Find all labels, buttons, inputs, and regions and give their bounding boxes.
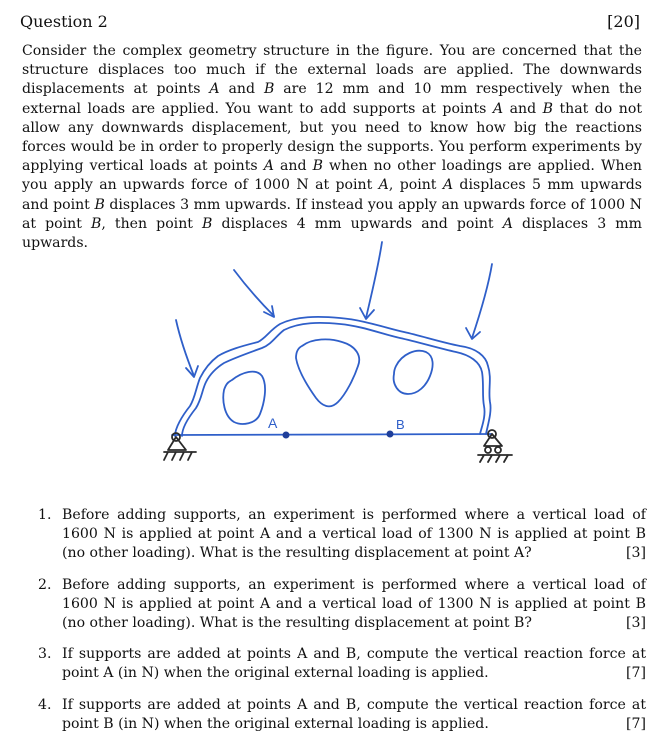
left-support-ground bbox=[164, 452, 196, 460]
structure-outline bbox=[175, 317, 491, 436]
intro-text: displaces 5 mm upwards and point bbox=[22, 177, 642, 213]
base-beam bbox=[172, 434, 492, 435]
sub-question-text: If supports are added at points A and B, compute the vertical reaction force at point A (in N) when the original external loading is applied. bbox=[62, 646, 646, 682]
point-a-ref: A bbox=[502, 215, 513, 232]
left-support bbox=[168, 437, 186, 450]
point-b-ref: B bbox=[94, 196, 105, 213]
point-b-ref: B bbox=[91, 215, 102, 232]
intro-text: and bbox=[219, 81, 264, 98]
intro-text: and bbox=[503, 100, 543, 117]
point-a-label: A bbox=[268, 415, 278, 431]
intro-text: that do not allow any downwards displacement, but you need to know how big the reactions forces would be in order to properly design the supports. You perform experiments by applying vertical loads at points bbox=[22, 100, 642, 175]
point-a-ref: A bbox=[209, 81, 220, 98]
point-a-ref: A bbox=[492, 100, 504, 117]
point-a-ref: A bbox=[263, 158, 274, 175]
load-arrow-left bbox=[176, 320, 194, 376]
intro-text: , point bbox=[388, 177, 443, 194]
question-title: Question 2 bbox=[20, 12, 108, 31]
sub-question-text: Before adding supports, an experiment is performed where a vertical load of 1600 N is applied at point A and a vertical load of 1300 N is applied at point B (no other loading). What is the resulting displacement at point B? bbox=[62, 576, 646, 632]
sub-question-number: 1. bbox=[38, 507, 52, 523]
sub-question-points: [7] bbox=[626, 665, 646, 682]
right-support bbox=[484, 434, 502, 446]
point-b-ref: B bbox=[263, 81, 275, 98]
intro-text: Consider the complex geometry structure in the figure. You are concerned that the structure displaces too much if the external loads are applied. The downwards displacements at points bbox=[22, 43, 642, 98]
intro-text: when no other loadings are applied. When you apply an upwards force of 1000 N at point bbox=[22, 158, 642, 194]
point-b-marker bbox=[387, 431, 392, 436]
right-support-roller bbox=[495, 447, 501, 453]
sub-question-text: Before adding supports, an experiment is performed where a vertical load of 1600 N is applied at point A and a vertical load of 1300 N is applied at point B (no other loading). What is the resulting displacement at point A? bbox=[62, 507, 646, 562]
sub-question-points: [7] bbox=[626, 715, 646, 732]
right-support-ground bbox=[478, 455, 512, 462]
question-total-points: [20] bbox=[607, 12, 640, 31]
point-b-label: B bbox=[396, 417, 405, 432]
hole-left bbox=[223, 372, 265, 424]
sub-question-number: 3. bbox=[38, 646, 52, 663]
intro-text: displaces 4 mm upwards and point bbox=[212, 215, 503, 232]
sub-question bbox=[38, 576, 646, 634]
right-support-roller bbox=[485, 447, 491, 453]
sub-question bbox=[38, 645, 646, 683]
intro-text: displaces 3 mm upwards. If instead you apply an upwards force of 1000 N at point bbox=[22, 196, 642, 232]
intro-text: are 12 mm and 10 mm respectively when the external loads are applied. You want to add supports at points bbox=[22, 81, 642, 117]
sub-question-number: 4. bbox=[38, 696, 52, 713]
question-header bbox=[20, 12, 640, 34]
sub-question bbox=[38, 506, 646, 564]
sub-question bbox=[38, 696, 646, 734]
load-arrow-right bbox=[472, 264, 492, 338]
hole-middle bbox=[296, 339, 359, 406]
point-a-marker bbox=[283, 432, 288, 437]
load-arrow-top-left bbox=[234, 270, 274, 316]
point-b-ref: B bbox=[312, 158, 323, 175]
intro-text: , then point bbox=[101, 215, 203, 232]
sub-question-points: [3] bbox=[626, 545, 646, 562]
point-b-ref: B bbox=[202, 215, 213, 232]
hole-right bbox=[394, 351, 433, 394]
structure-figure bbox=[150, 238, 530, 478]
point-a-ref: A bbox=[378, 177, 389, 194]
sub-question-points: [3] bbox=[626, 615, 646, 632]
sub-question-number: 2. bbox=[38, 576, 52, 593]
point-b-ref: B bbox=[542, 100, 553, 117]
question-list bbox=[38, 506, 646, 746]
point-a-ref: A bbox=[442, 177, 454, 194]
sub-question-text: If supports are added at points A and B, compute the vertical reaction force at point B (in N) when the original external loading is applied. bbox=[62, 696, 646, 732]
load-arrow-top-middle bbox=[366, 242, 382, 318]
question-intro bbox=[22, 42, 642, 253]
intro-text: and bbox=[273, 158, 313, 175]
intro-text: displaces 3 mm upwards. bbox=[22, 215, 642, 252]
